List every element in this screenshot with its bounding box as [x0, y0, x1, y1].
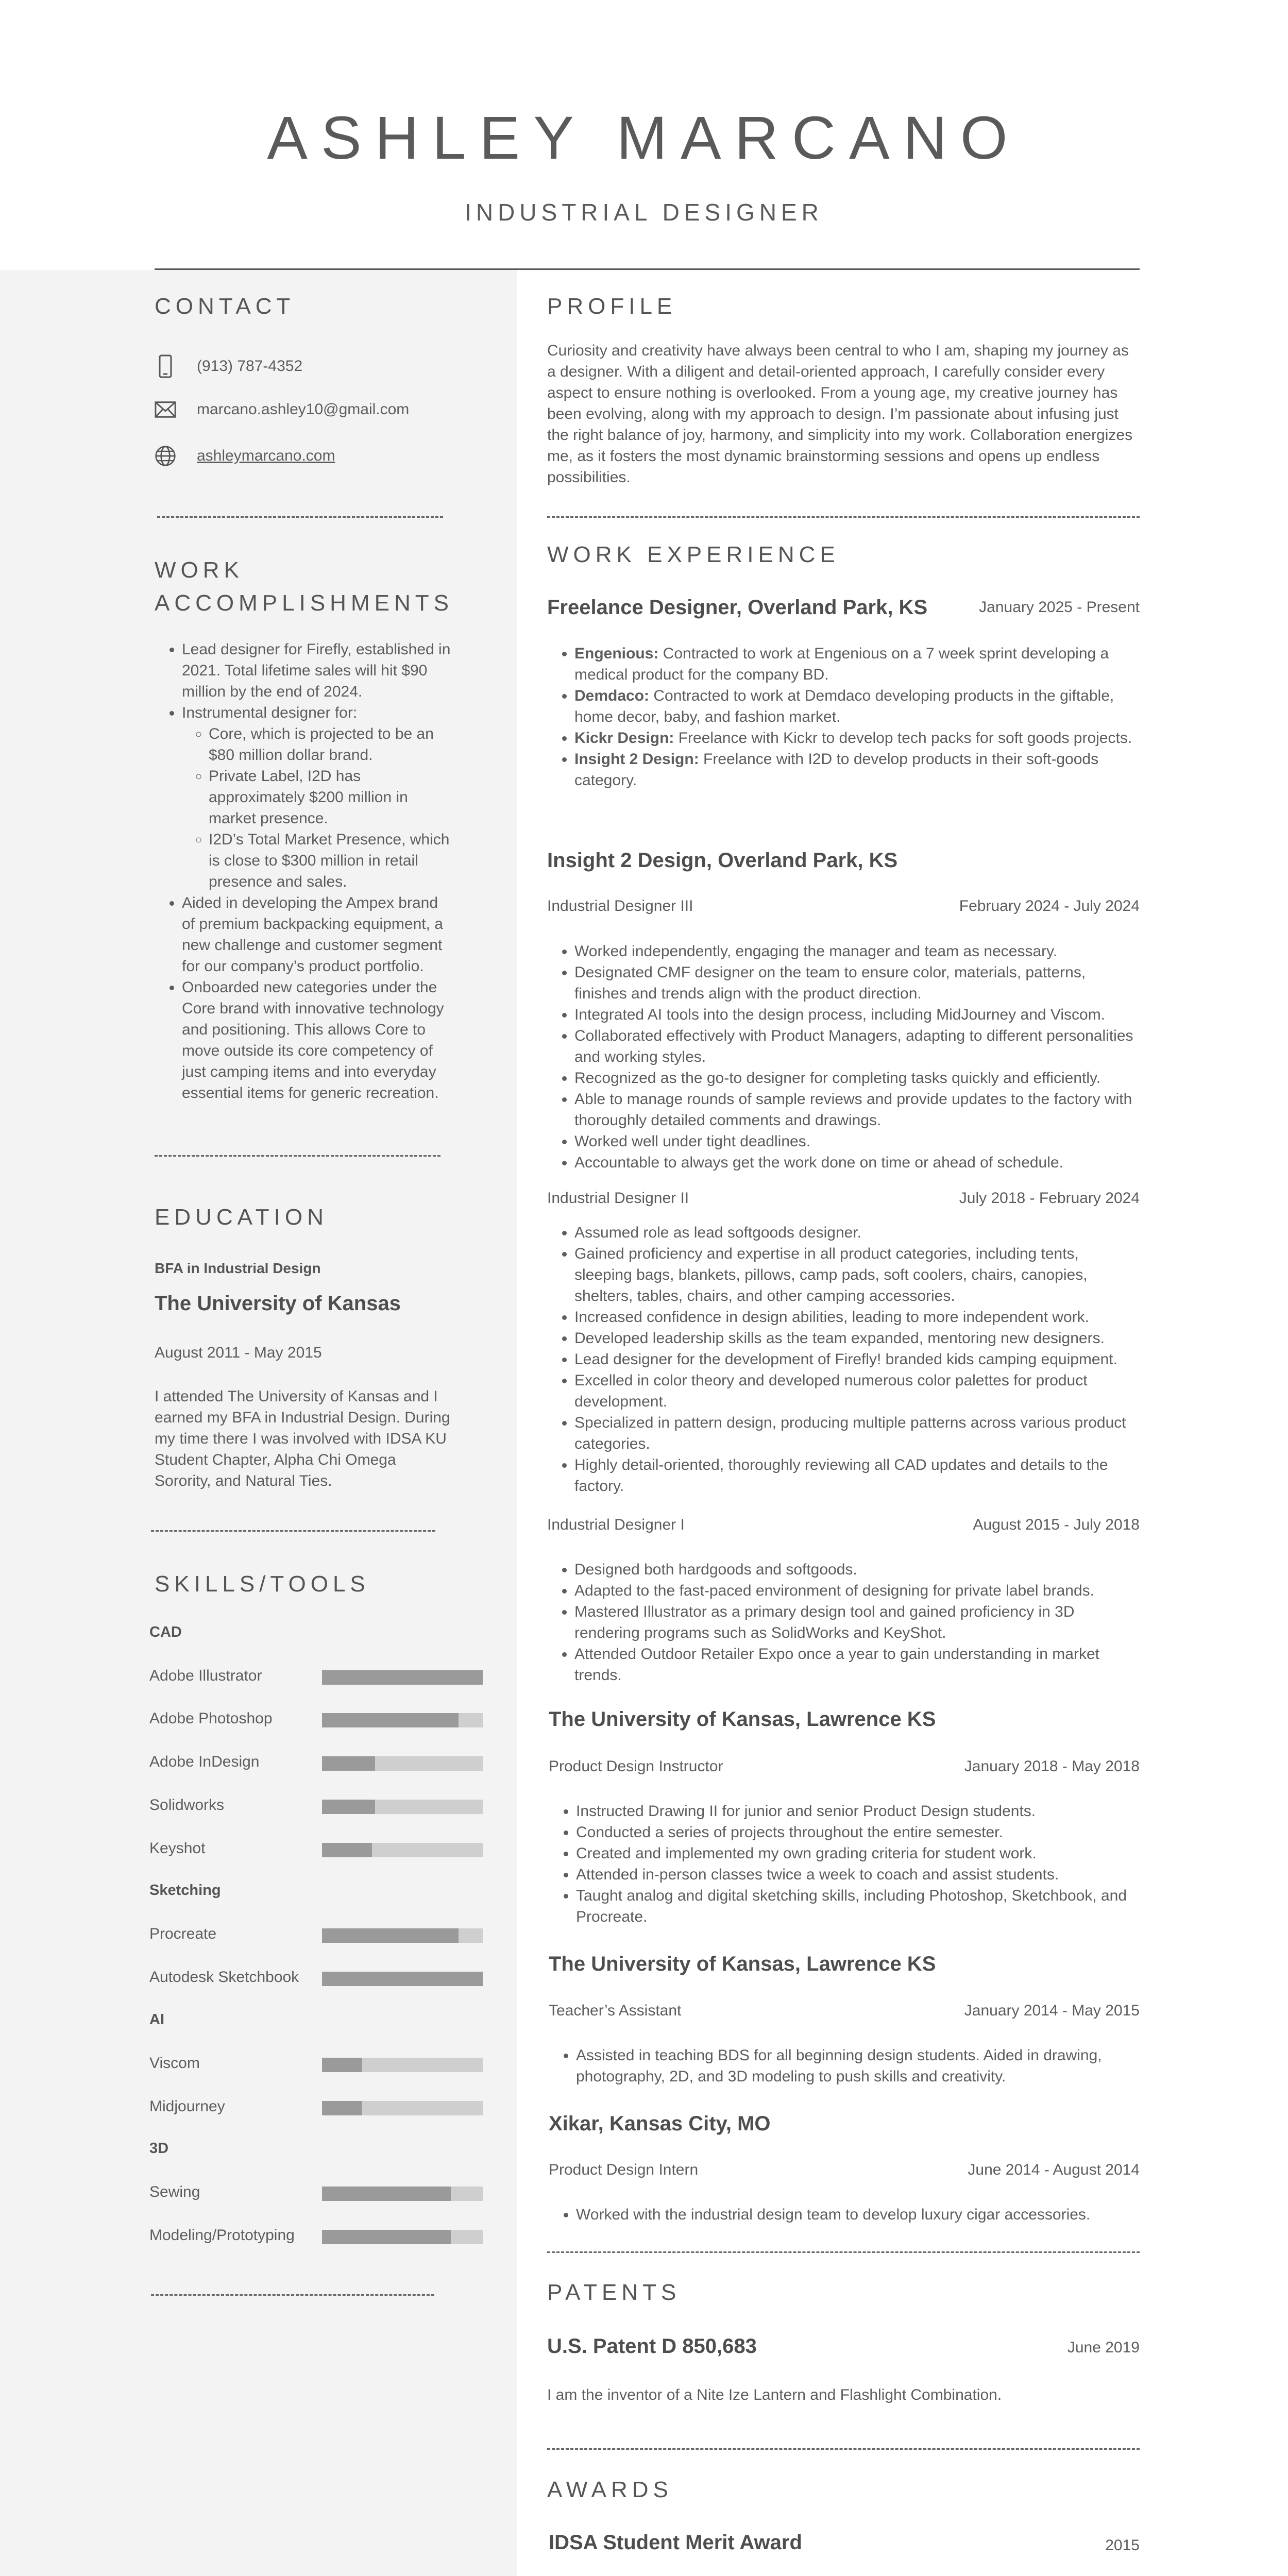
section-divider	[155, 1155, 440, 1157]
list-item: • Highly detail-oriented, thoroughly reviewing all CAD updates and details to the factory.	[574, 1454, 1140, 1497]
experience-heading: WORK EXPERIENCE	[547, 542, 840, 567]
list-item: • Collaborated effectively with Product Managers, adapting to different personalities and working styles.	[574, 1025, 1140, 1067]
contact-phone[interactable]: (913) 787-4352	[197, 358, 303, 375]
list-item: • Worked independently, engaging the manager and team as necessary.	[574, 941, 1140, 962]
list-item	[574, 643, 1140, 685]
skill-label: Keyshot	[149, 1840, 206, 1857]
education-description: I attended The University of Kansas and I earned my BFA in Industrial Design. During my time there I was involved with IDSA KU Student Chapter, Alpha Chi Omega Sorority, and Natural Ties.	[155, 1388, 450, 1489]
list-item: • Integrated AI tools into the design process, including MidJourney and Viscom.	[574, 1004, 1140, 1025]
i2d-role3-list-wrap	[547, 941, 1140, 1173]
client-name: Demdaco:	[574, 687, 650, 704]
list-item: • Able to manage rounds of sample reviews and provide updates to the factory with thoroughly detailed comments and drawings.	[574, 1089, 1140, 1131]
education-degree: BFA in Industrial Design	[155, 1260, 321, 1276]
patent-description: I am the inventor of a Nite Ize Lantern and Flashlight Combination.	[547, 2386, 1002, 2403]
accomplishments-heading	[155, 554, 453, 620]
freelance-list	[547, 643, 1140, 791]
contact-email-row	[155, 399, 409, 420]
list-item: • Taught analog and digital sketching skills, including Photoshop, Sketchbook, and Procreate.	[576, 1885, 1140, 1927]
education-school: The University of Kansas	[155, 1292, 401, 1315]
list-item: • Lead designer for Firefly, established in 2021. Total lifetime sales will hit $90 million by the end of 2024.	[182, 639, 453, 702]
list-item: • Created and implemented my own grading criteria for student work.	[576, 1843, 1140, 1864]
globe-icon	[155, 445, 176, 467]
accomplishments-heading-line1: WORK	[155, 557, 244, 583]
list-item: • Assumed role as lead softgoods designer.	[574, 1222, 1140, 1243]
role-list	[547, 1559, 1140, 1686]
role-list	[549, 1801, 1140, 1927]
list-item: • Worked well under tight deadlines.	[574, 1131, 1140, 1152]
ku-ta-list-wrap	[549, 2045, 1140, 2087]
role-title: Teacher’s Assistant	[549, 2002, 682, 2019]
client-text: Freelance with Kickr to develop tech packs for soft goods projects.	[674, 730, 1132, 747]
skill-label: Adobe Photoshop	[149, 1710, 273, 1727]
candidate-title: INDUSTRIAL DESIGNER	[465, 199, 823, 226]
job-title-ku-ta: The University of Kansas, Lawrence KS	[549, 1953, 936, 1975]
role-dates: June 2014 - August 2014	[968, 2161, 1140, 2178]
education-heading: EDUCATION	[155, 1205, 328, 1230]
skill-label: Modeling/Prototyping	[149, 2227, 295, 2244]
list-item: • Aided in developing the Ampex brand of premium backpacking equipment, a new challenge and customer segment for our company’s product portfolio.	[182, 892, 453, 977]
accomplishments-sublist	[182, 723, 453, 892]
skill-label: Adobe Illustrator	[149, 1667, 262, 1684]
client-name: Insight 2 Design:	[574, 751, 699, 768]
role-list	[547, 941, 1140, 1173]
list-item	[182, 702, 453, 892]
mail-icon	[155, 399, 176, 420]
list-item: • Designed both hardgoods and softgoods.	[574, 1559, 1140, 1580]
patent-title: U.S. Patent D 850,683	[547, 2335, 757, 2358]
header-divider	[155, 268, 1140, 270]
role-title: Product Design Instructor	[549, 1758, 723, 1775]
list-item: • Developed leadership skills as the team expanded, mentoring new designers.	[574, 1328, 1140, 1349]
list-item: • Attended Outdoor Retailer Expo once a year to gain understanding in market trends.	[574, 1643, 1140, 1686]
role-title: Industrial Designer I	[547, 1516, 685, 1533]
skill-label: Viscom	[149, 2055, 200, 2072]
skill-category: AI	[149, 2011, 164, 2028]
i2d-role1-list-wrap	[547, 1559, 1140, 1686]
job-title-i2d: Insight 2 Design, Overland Park, KS	[547, 849, 898, 872]
list-item: • Recognized as the go-to designer for completing tasks quickly and efficiently.	[574, 1067, 1140, 1089]
job-title-freelance: Freelance Designer, Overland Park, KS	[547, 596, 928, 619]
list-item	[574, 749, 1140, 791]
ku-instructor-list-wrap	[549, 1801, 1140, 1927]
skill-label: Solidworks	[149, 1797, 225, 1814]
award-title: IDSA Student Merit Award	[549, 2531, 802, 2554]
job-title-ku-instructor: The University of Kansas, Lawrence KS	[549, 1708, 936, 1731]
section-divider	[547, 516, 1140, 518]
list-item: ◦ I2D’s Total Market Presence, which is close to $300 million in retail presence and sales.	[209, 829, 453, 892]
role-title: Industrial Designer III	[547, 897, 693, 914]
section-divider	[151, 2294, 434, 2296]
profile-heading: PROFILE	[547, 294, 677, 319]
list-item: • Lead designer for the development of Firefly! branded kids camping equipment.	[574, 1349, 1140, 1370]
contact-website-row	[155, 445, 335, 467]
list-item: • Accountable to always get the work done on time or ahead of schedule.	[574, 1152, 1140, 1173]
i2d-role2-list-wrap	[547, 1222, 1140, 1497]
accomplishments-list-wrap	[155, 639, 453, 1104]
section-divider	[151, 1530, 435, 1532]
skill-category: 3D	[149, 2140, 169, 2157]
contact-phone-row	[155, 355, 302, 377]
contact-email[interactable]: marcano.ashley10@gmail.com	[197, 401, 410, 418]
education-dates: August 2011 - May 2015	[155, 1344, 322, 1361]
role-dates: January 2018 - May 2018	[964, 1758, 1140, 1775]
client-name: Engenious:	[574, 645, 659, 662]
client-text: Freelance with I2D to develop products in their soft-goods category.	[574, 751, 1099, 789]
role-title: Industrial Designer II	[547, 1190, 689, 1207]
list-item-text: Instrumental designer for:	[182, 704, 358, 721]
list-item	[574, 685, 1140, 727]
skills-heading: SKILLS/TOOLS	[155, 1571, 370, 1597]
list-item: • Designated CMF designer on the team to ensure color, materials, patterns, finishes and trends align with the product direction.	[574, 962, 1140, 1004]
list-item: • Assisted in teaching BDS for all beginning design students. Aided in drawing, photography, 2D, and 3D modeling to push skills and creativity.	[576, 2045, 1140, 2087]
skill-label: Adobe InDesign	[149, 1753, 260, 1770]
skill-label: Procreate	[149, 1925, 217, 1942]
list-item: • Instructed Drawing II for junior and senior Product Design students.	[576, 1801, 1140, 1822]
list-item: • Worked with the industrial design team to develop luxury cigar accessories.	[576, 2204, 1140, 2225]
section-divider	[547, 2251, 1140, 2253]
award-year: 2015	[1105, 2537, 1140, 2554]
list-item: • Gained proficiency and expertise in all product categories, including tents, sleeping bags, blankets, pillows, camp pads, soft coolers, chairs, canopies, shelters, tables, chairs, and other camping accessories.	[574, 1243, 1140, 1307]
client-text: Contracted to work at Demdaco developing products in the giftable, home decor, baby, and fashion market.	[574, 687, 1114, 725]
list-item: ◦ Core, which is projected to be an $80 million dollar brand.	[209, 723, 453, 766]
list-item: • Increased confidence in design abilities, leading to more independent work.	[574, 1307, 1140, 1328]
client-text: Contracted to work at Engenious on a 7 week sprint developing a medical product for the company BD.	[574, 645, 1109, 683]
profile-text: Curiosity and creativity have always been central to who I am, shaping my journey as a designer. With a diligent and detail-oriented approach, I carefully consider every aspect to ensure nothing is overlooked. From a young age, my creative journey has been evolving, along with my approach to design. I’m passionate about infusing just the right balance of joy, harmony, and simplicity into my work. Collaboration energizes me, as it fosters the most dynamic brainstorming sessions and opens up endless possibilities.	[547, 342, 1133, 486]
accomplishments-heading-line2: ACCOMPLISHMENTS	[155, 590, 453, 616]
xikar-list-wrap	[549, 2204, 1140, 2225]
contact-heading: CONTACT	[155, 294, 295, 319]
role-title: Product Design Intern	[549, 2161, 699, 2178]
job-dates-freelance: January 2025 - Present	[979, 599, 1140, 616]
section-divider	[157, 516, 443, 518]
phone-icon	[155, 355, 176, 377]
list-item	[574, 727, 1140, 749]
role-dates: January 2014 - May 2015	[964, 2002, 1140, 2019]
role-dates: July 2018 - February 2024	[959, 1190, 1140, 1207]
candidate-name: ASHLEY MARCANO	[267, 104, 1021, 172]
patents-heading: PATENTS	[547, 2280, 681, 2305]
job-title-xikar: Xikar, Kansas City, MO	[549, 2112, 771, 2135]
skill-category: Sketching	[149, 1882, 221, 1899]
skill-label: Autodesk Sketchbook	[149, 1969, 299, 1986]
patent-date: June 2019	[1067, 2339, 1140, 2356]
list-item: • Onboarded new categories under the Core brand with innovative technology and positioning. This allows Core to move outside its core competency of just camping items and into everyday essential items for generic recreation.	[182, 977, 453, 1104]
role-list	[549, 2045, 1140, 2087]
list-item: • Attended in-person classes twice a week to coach and assist students.	[576, 1864, 1140, 1885]
list-item: ◦ Private Label, I2D has approximately $200 million in market presence.	[209, 766, 453, 829]
list-item: • Mastered Illustrator as a primary design tool and gained proficiency in 3D rendering programs such as SolidWorks and KeyShot.	[574, 1601, 1140, 1643]
awards-heading: AWARDS	[547, 2477, 673, 2502]
role-dates: August 2015 - July 2018	[973, 1516, 1140, 1533]
list-item: • Specialized in pattern design, producing multiple patterns across various product categories.	[574, 1412, 1140, 1454]
skill-label: Midjourney	[149, 2098, 225, 2115]
section-divider	[547, 2448, 1140, 2450]
role-list	[549, 2204, 1140, 2225]
freelance-list-wrap	[547, 643, 1140, 791]
contact-website-link[interactable]: ashleymarcano.com	[197, 447, 335, 464]
client-name: Kickr Design:	[574, 730, 674, 747]
list-item: • Conducted a series of projects throughout the entire semester.	[576, 1822, 1140, 1843]
list-item: • Excelled in color theory and developed numerous color palettes for product development.	[574, 1370, 1140, 1412]
skill-label: Sewing	[149, 2183, 200, 2200]
accomplishments-list	[155, 639, 453, 1104]
role-dates: February 2024 - July 2024	[959, 897, 1140, 914]
list-item: • Adapted to the fast-paced environment of designing for private label brands.	[574, 1580, 1140, 1601]
role-list	[547, 1222, 1140, 1497]
skill-category: CAD	[149, 1624, 182, 1640]
